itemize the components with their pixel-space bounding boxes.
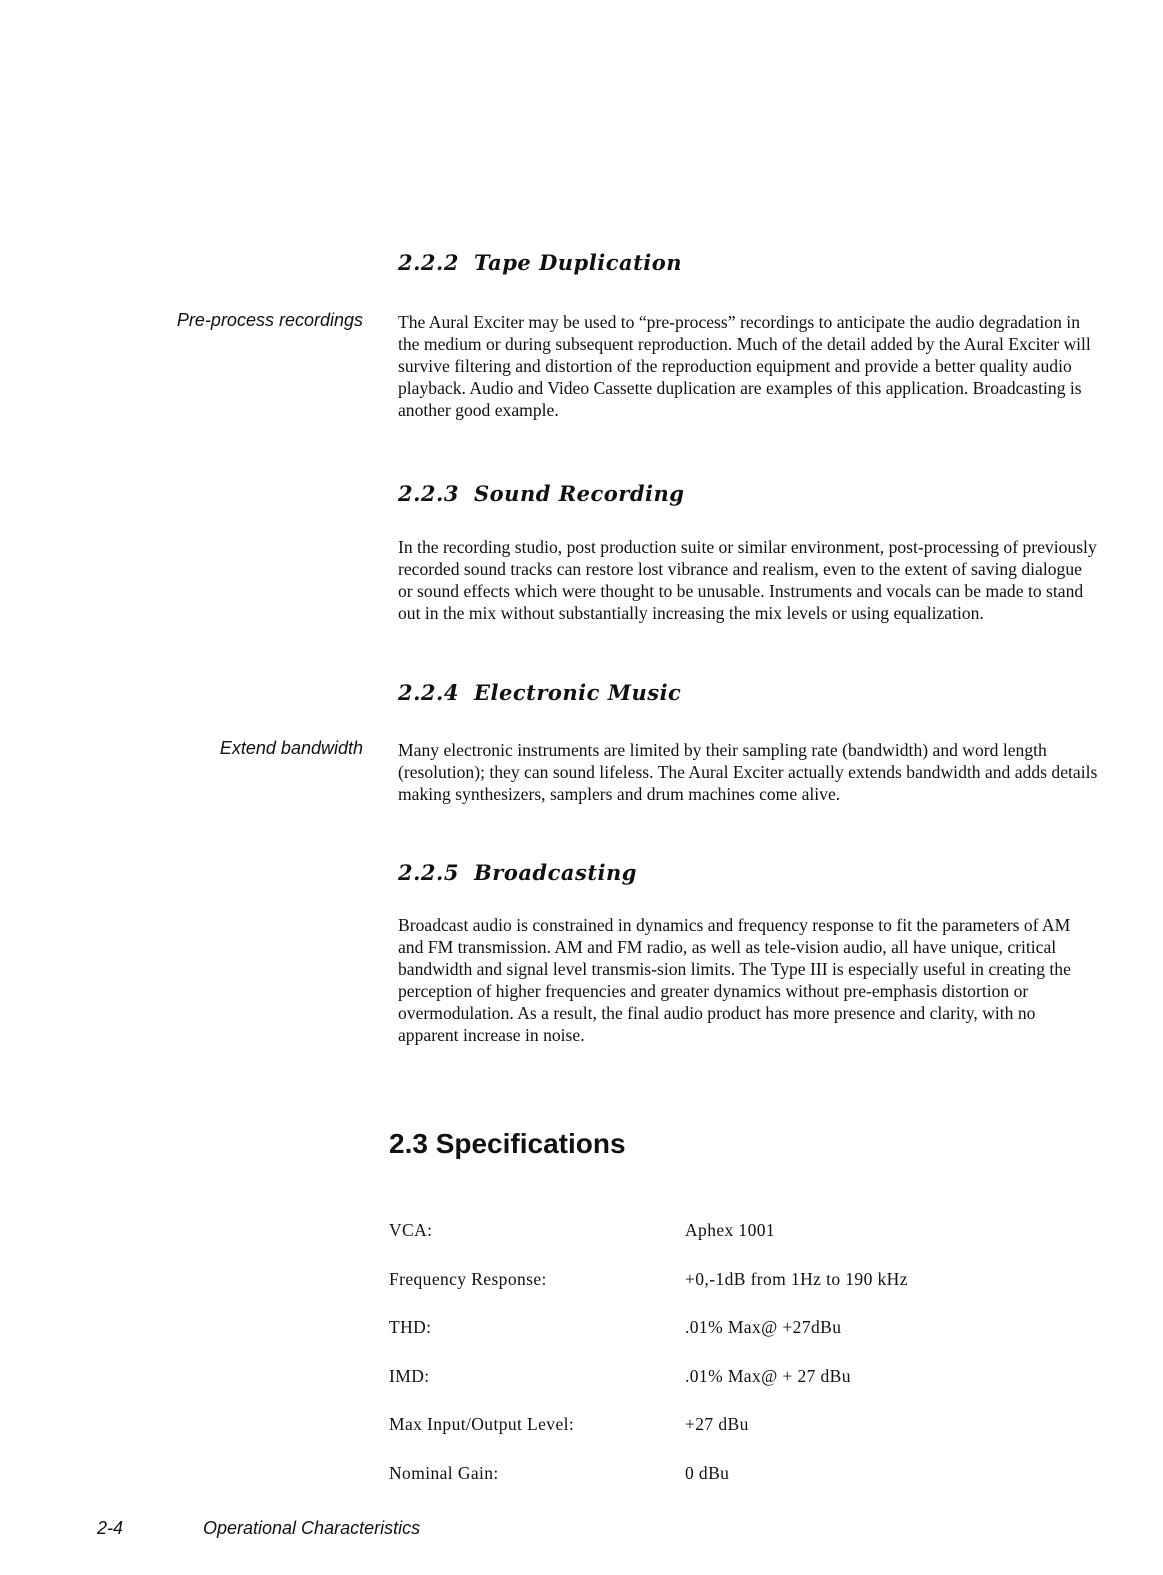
spec-label: Frequency Response: [389, 1268, 547, 1289]
paragraph: The Aural Exciter may be used to “pre-process” recordings to anticipate the audio degradation in the medium or during subsequent reproduction. Much of the detail added by the Aural Exciter will survive filtering and distortion of the reproduction equipment and provide a better quality audio playback. Audio and Video Cassette duplication are examples of this application. Broadcasting is another good example. [398, 312, 1091, 420]
section-electronic-music [398, 680, 1098, 705]
spec-label: IMD: [389, 1365, 430, 1386]
spec-row [389, 1414, 1089, 1463]
spec-row [389, 1269, 1089, 1318]
spec-row [389, 1366, 1089, 1415]
paragraph: Broadcast audio is constrained in dynamics and frequency response to fit the parameters of AM and FM transmission. AM and FM radio, as well as tele-vision audio, all have unique, critical bandwidth and signal level transmis-sion limits. The Type III is especially useful in creating the perception of higher frequencies and greater dynamics without pre-emphasis distortion or overmodulation. As a result, the final audio product has more presence and clarity, with no apparent increase in noise. [398, 915, 1071, 1045]
margin-note-pre-process: Pre-process recordings [176, 310, 363, 330]
section-sound-recording-body [398, 536, 1098, 624]
spec-label: THD: [389, 1317, 432, 1337]
paragraph: Many electronic instruments are limited by their sampling rate (bandwidth) and word length (resolution); they can sound lifeless. The Aural Exciter actually extends bandwidth and adds details making synthesizers, samplers and drum machines come alive. [398, 740, 1098, 804]
spec-label: VCA: [389, 1220, 433, 1240]
section-electronic-music-body [398, 739, 1098, 805]
section-sound-recording [398, 481, 1098, 506]
section-heading [398, 481, 1098, 506]
section-broadcasting-body [398, 914, 1098, 1046]
page-number: 2-4 [97, 1518, 124, 1538]
spec-value: +27 dBu [685, 1414, 749, 1434]
section-title: Tape Duplication [474, 250, 683, 275]
section-title: Electronic Music [474, 680, 682, 705]
section-title: Broadcasting [474, 860, 637, 885]
section-heading [398, 680, 1098, 705]
spec-row [389, 1317, 1089, 1366]
section-number: 2.2.2 [398, 250, 459, 275]
specifications-table [389, 1220, 1089, 1511]
spec-label: Max Input/Output Level: [389, 1414, 575, 1434]
section-title: Sound Recording [474, 481, 685, 506]
paragraph: In the recording studio, post production suite or similar environment, post-processing of previously recorded sound tracks can restore lost vibrance and realism, even to the extent of saving dialogue or sound effects which were thought to be unusable. Instruments and vocals can be made to stand out in the mix without substantially increasing the mix levels or using equalization. [398, 537, 1097, 623]
section-number: 2.2.4 [398, 680, 459, 705]
section-heading [398, 860, 1098, 885]
spec-value: 0 dBu [685, 1462, 730, 1483]
spec-value: .01% Max@ +27dBu [685, 1317, 842, 1337]
spec-label: Nominal Gain: [389, 1462, 499, 1483]
section-number: 2.2.3 [398, 481, 459, 506]
section-broadcasting [398, 860, 1098, 885]
spec-row [389, 1220, 1089, 1269]
spec-value: Aphex 1001 [685, 1220, 776, 1240]
section-number: 2.2.5 [398, 860, 459, 885]
section-tape-duplication-body [398, 311, 1098, 421]
specifications-heading: 2.3 Specifications [389, 1128, 626, 1159]
spec-row [389, 1463, 1089, 1512]
margin-note-extend-bandwidth: Extend bandwidth [219, 738, 363, 758]
footer-chapter-title: Operational Characteristics [203, 1518, 421, 1538]
spec-value: .01% Max@ + 27 dBu [685, 1365, 851, 1386]
section-tape-duplication [398, 250, 1098, 275]
section-heading [398, 250, 1098, 275]
spec-value: +0,-1dB from 1Hz to 190 kHz [685, 1268, 908, 1289]
